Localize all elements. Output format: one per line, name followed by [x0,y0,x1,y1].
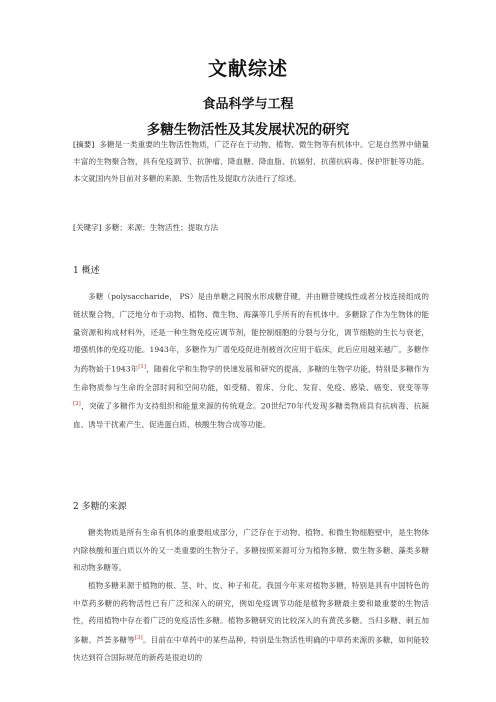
abstract-label: [摘要] [73,140,95,149]
paragraph-text: 多糖（polysaccharide， PS）是由单糖之间脱水形成糖苷键，并由糖苷键线性或者分枝连接组成的链状聚合物，广泛地分布于动物、植物、微生物、海藻等几乎所有的有机体中。多糖除了作为生物体的能量资源和构成材料外，还是一种生物免疫应调节剂，能控制细胞的分裂与分化，调节细胞的生长与衰老，增强机体的免疫功能。1943年，多糖作为广谱免疫促进剂被首次应用于临床，此后应用越来越广。多糖作为药物始于1943年 [73,292,429,374]
paragraph-overview [73,288,429,433]
keywords-label: [关键字] [73,223,102,232]
paragraph-text: ，随着化学和生物学的快速发展和研究的提高，多糖的生物学功能，特别是多糖作为生命物质参与生命的全部时间和空间功能，如受精、着床、分化、发育、免疫、感染、癌变、衰变等等 [73,364,429,392]
paragraph-text: 。目前在中草药中的某些品种，特别是生物活性明确的中草药来源的多糖，如何能较快达到符合国际规范的新药是很迫切的 [73,635,429,662]
abstract-block [73,136,429,188]
paragraph-sources-intro: 糖类物质是所有生命有机体的重要组成部分，广泛存在于动物、植物、和微生物细胞壁中，是生物体内除核酸和蛋白质以外的又一类重要的生物分子。多糖按照来源可分为植物多糖、微生物多糖、藻类多糖和动物多糖等。 [73,528,429,573]
citation-ref[interactable]: [3] [134,634,143,641]
paragraph-plant-polysaccharides [73,577,429,667]
paragraph-text: ，突破了多糖作为支持组织和能量来源的传统观念。20世纪70年代发现多糖类物质具有抗病毒、抗凝血、诱导干扰素产生、促进蛋白质、核酸生物合成等功能。 [73,401,429,429]
paper-title: 多糖生物活性及其发展状况的研究 [146,122,350,138]
citation-ref[interactable]: [2] [73,401,81,408]
paragraph-text: 植物多糖来源于植物的根、茎、叶、皮、种子和花。我国今年来对植物多糖，特别是具有中国特色的中草药多糖的药物活性已有广泛和深入的研究，例如免疫调节功能是植物多糖最主要和最重要的生物活性，药用植物中存在着广泛的免疫活性多糖。植物多糖研究的比较深入的有黄芪多糖、当归多糖、刺五加多糖、芦荟多糖等 [73,581,429,645]
subject-heading: 食品科学与工程 [202,97,294,112]
citation-ref[interactable]: [1] [138,364,147,371]
section-heading-sources: 2 多糖的来源 [73,502,127,512]
abstract-text: 多糖是一类重要的生物活性物质，广泛存在于动物、植物、微生物等有机体中。它是自然界中储量丰富的生物聚合物，具有免疫调节、抗肿瘤、降血糖、降血脂、抗辐射、抗菌抗病毒、保护肝脏等功能。本文就国内外目前对多糖的来源、生物活性及提取方法进行了综述。 [73,140,429,184]
section-heading-overview: 1 概述 [73,266,100,276]
keywords-block [73,219,429,236]
document-title: 文献综述 [207,58,288,80]
keywords-text: 多糖；来源；生物活性；提取方法 [104,223,219,232]
